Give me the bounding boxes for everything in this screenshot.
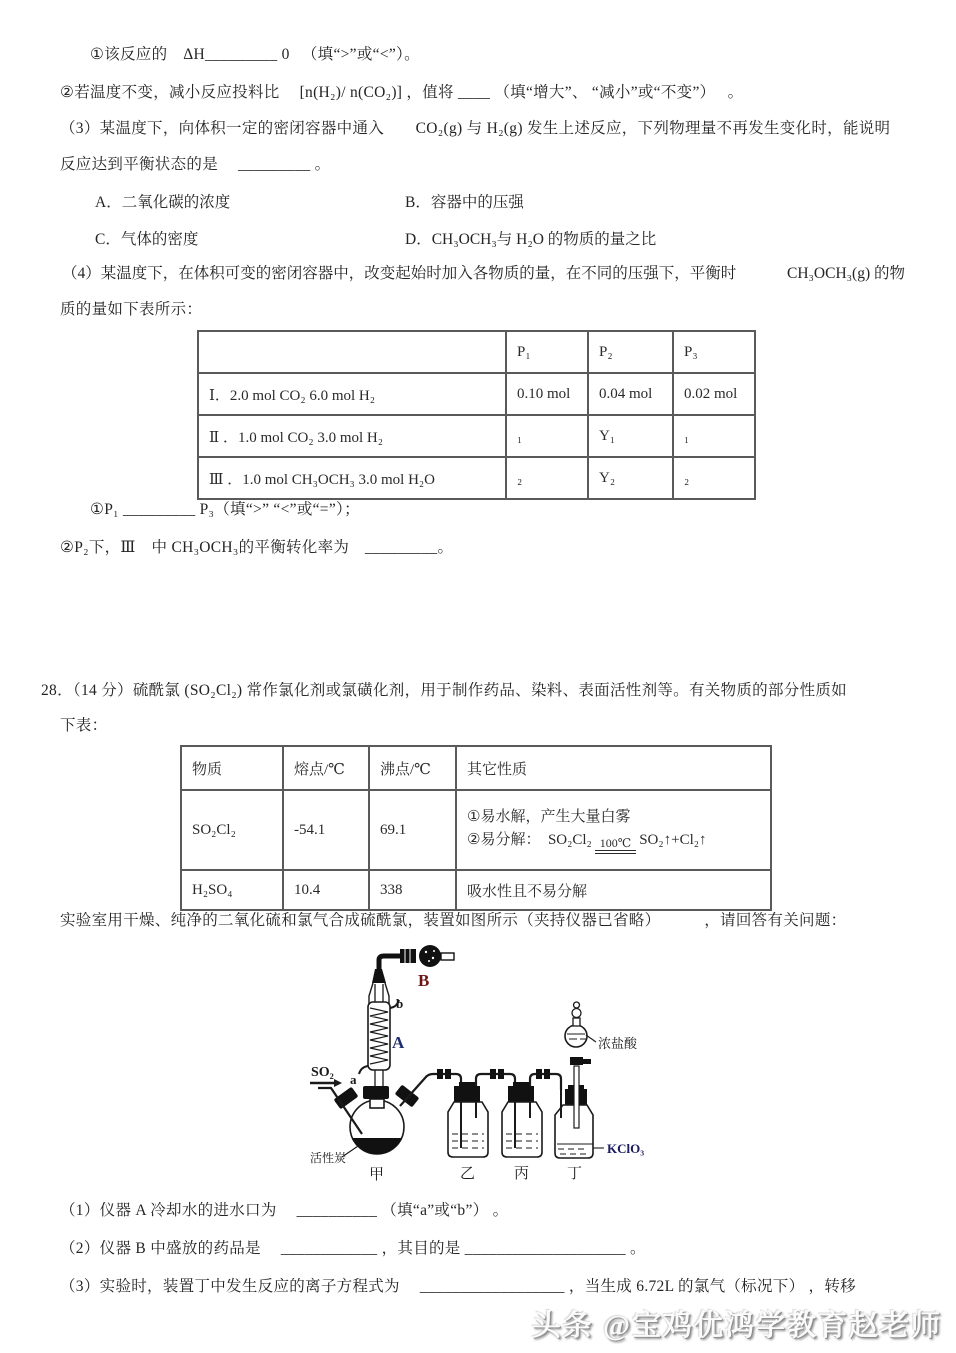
flask-jia-label: 甲 [369,1167,385,1183]
funnel-bulb [565,1025,587,1047]
q28-stem-line1: 28．（14 分）硫酰氯 (SO₂Cl₂) 常作氯化剂或氯磺化剂，用于制作药品、染料、表面活性剂等。有关物质的部分性质如 [41,682,847,699]
row2-p1: ₁ [506,415,588,457]
activated-carbon-fill [352,1138,401,1154]
equilibrium-table [197,330,756,500]
table-row [181,870,771,910]
kclo3-label: KClO₃ [607,1141,645,1156]
bottle-bing-stopper [508,1086,534,1102]
q28-sub3: （3）实验时，装置丁中发生反应的离子方程式为 __________________ ，当生成 6.72L 的氯气（标况下） ，转移 [60,1278,856,1295]
table-row [198,415,755,457]
q27-part3-blank: 反应达到平衡状态的是 _________ 。 [60,156,331,173]
center-stopper [363,1086,389,1099]
so2cl2-properties [456,790,771,870]
q27-sub2-line: ②若温度不变，减小反应投料比 [n(H₂)/ n(CO₂)] ，值将 ____ （填“增大”、 “减小”或“不变”） 。 [60,84,744,101]
q27-part4-text: （4）某温度下，在体积可变的密闭容器中，改变起始时加入各物质的量，在不同的压强下，平衡时 [62,265,737,282]
label-b: B [418,971,430,990]
header-boiling: 沸点/℃ [369,746,456,790]
header-p1: P₁ [506,331,588,373]
header-melting: 熔点/℃ [283,746,369,790]
table-row [198,457,755,499]
row3-p1: ₂ [506,457,588,499]
option-a: A．二氧化碳的浓度 [95,194,231,211]
h2so4-boil: 338 [369,870,456,910]
row3-mixture: Ⅲ ．1.0 mol CH₃OCH₃ 3.0 mol H₂O [198,457,506,499]
h2so4-cell: H₂SO₄ [181,870,283,910]
outlet-nozzle [441,953,454,960]
equation-condition: 100℃ [595,837,636,854]
ground-joint [372,969,386,983]
row1-p3: 0.02 mol [673,373,755,415]
experiment-intro-line: 实验室用干燥、纯净的二氧化硫和氯气合成硫酰氯，装置如图所示（夹持仪器已省略） ，请回答有关问题： [60,912,847,929]
row3-p3: ₂ [673,457,755,499]
table-header-row [181,746,771,790]
header-p2: P₂ [588,331,673,373]
table-row [181,790,771,870]
row2-p2: Y₁ [588,415,673,457]
q27-sub1-compare: ①P₁ _________ P₃（填“>” “<”或“=”）； [90,501,360,518]
properties-table [180,745,772,911]
q27-part4-line [62,261,905,283]
row2-mixture: Ⅱ ．1.0 mol CO₂ 3.0 mol H₂ [198,415,506,457]
bottle-ding-label: 丁 [567,1166,583,1182]
h2so4-properties: 吸水性且不易分解 [456,870,771,910]
apparatus-diagram [280,938,700,1183]
so2-arrow [334,1079,342,1087]
q27-sub1-line: ①该反应的 ΔH_________ 0 （填“>”或“<”）。 [90,46,420,63]
header-other: 其它性质 [456,746,771,790]
funnel-stopper [572,1009,581,1018]
q28-sub2: （2）仪器 B 中盛放的药品是 ____________ ，其目的是 ____________________ 。 [60,1240,646,1257]
funnel-stem [574,1066,579,1128]
header-p3: P₃ [673,331,755,373]
funnel-stopcock [570,1057,583,1065]
equation-right: SO₂↑+Cl₂↑ [639,831,707,848]
h2so4-melt: 10.4 [283,870,369,910]
row2-p3: ₁ [673,415,755,457]
so2cl2-cell: SO₂Cl₂ [181,790,283,870]
bottle-yi-label: 乙 [460,1166,476,1182]
label-a-condenser: A [392,1033,405,1052]
so2cl2-melt: -54.1 [283,790,369,870]
bottle-bing-label: 丙 [514,1166,530,1182]
bottle-yi [448,1102,488,1157]
drying-bulb [419,945,441,967]
hcl-label: 浓盐酸 [598,1036,638,1051]
carbon-label: 活性炭 [310,1151,347,1165]
row3-p2: Y₂ [588,457,673,499]
table-header-row [198,331,755,373]
bottle-yi-stopper [454,1086,480,1102]
q27-sub2-conversion: ②P₂下，Ⅲ 中 CH₃OCH₃的平衡转化率为 _________。 [60,539,454,556]
so2cl2-boil: 69.1 [369,790,456,870]
header-empty [198,331,506,373]
hydrolysis-note: ①易水解，产生大量白雾 [467,809,631,826]
q27-part3-line: （3）某温度下，向体积一定的密闭容器中通入 CO₂(g) 与 H₂(g) 发生上述反应，下列物理量不再发生变化时，能说明 [60,120,891,137]
option-d: D．CH₃OCH₃与 H₂O 的物质的量之比 [405,231,657,248]
water-port-a [359,1066,368,1074]
so2-label: SO₂ [311,1065,334,1080]
row1-p2: 0.04 mol [588,373,673,415]
equation-left: ②易分解： SO₂Cl₂ [467,831,592,848]
watermark: 头条 @宝鸡优鸿学教育赵老师 [531,1310,942,1342]
q27-part4-formula: CH₃OCH₃(g) 的物 [786,265,905,282]
q28-sub1: （1）仪器 A 冷却水的进水口为 __________ （填“a”或“b”） 。 [60,1202,509,1219]
row1-p1: 0.10 mol [506,373,588,415]
q27-part4-line2: 质的量如下表所示： [60,301,203,318]
q28-stem-line2: 下表： [60,717,108,734]
decomposition-equation [467,829,764,854]
table-row [198,373,755,415]
row1-mixture: Ⅰ．2.0 mol CO₂ 6.0 mol H₂ [198,373,506,415]
label-port-a: a [350,1072,357,1087]
stopcock-body [400,949,416,963]
label-port-b: b [396,996,404,1011]
option-b: B．容器中的压强 [405,194,524,211]
bottle-bing [502,1102,542,1157]
header-substance: 物质 [181,746,283,790]
option-c: C．气体的密度 [95,231,199,248]
